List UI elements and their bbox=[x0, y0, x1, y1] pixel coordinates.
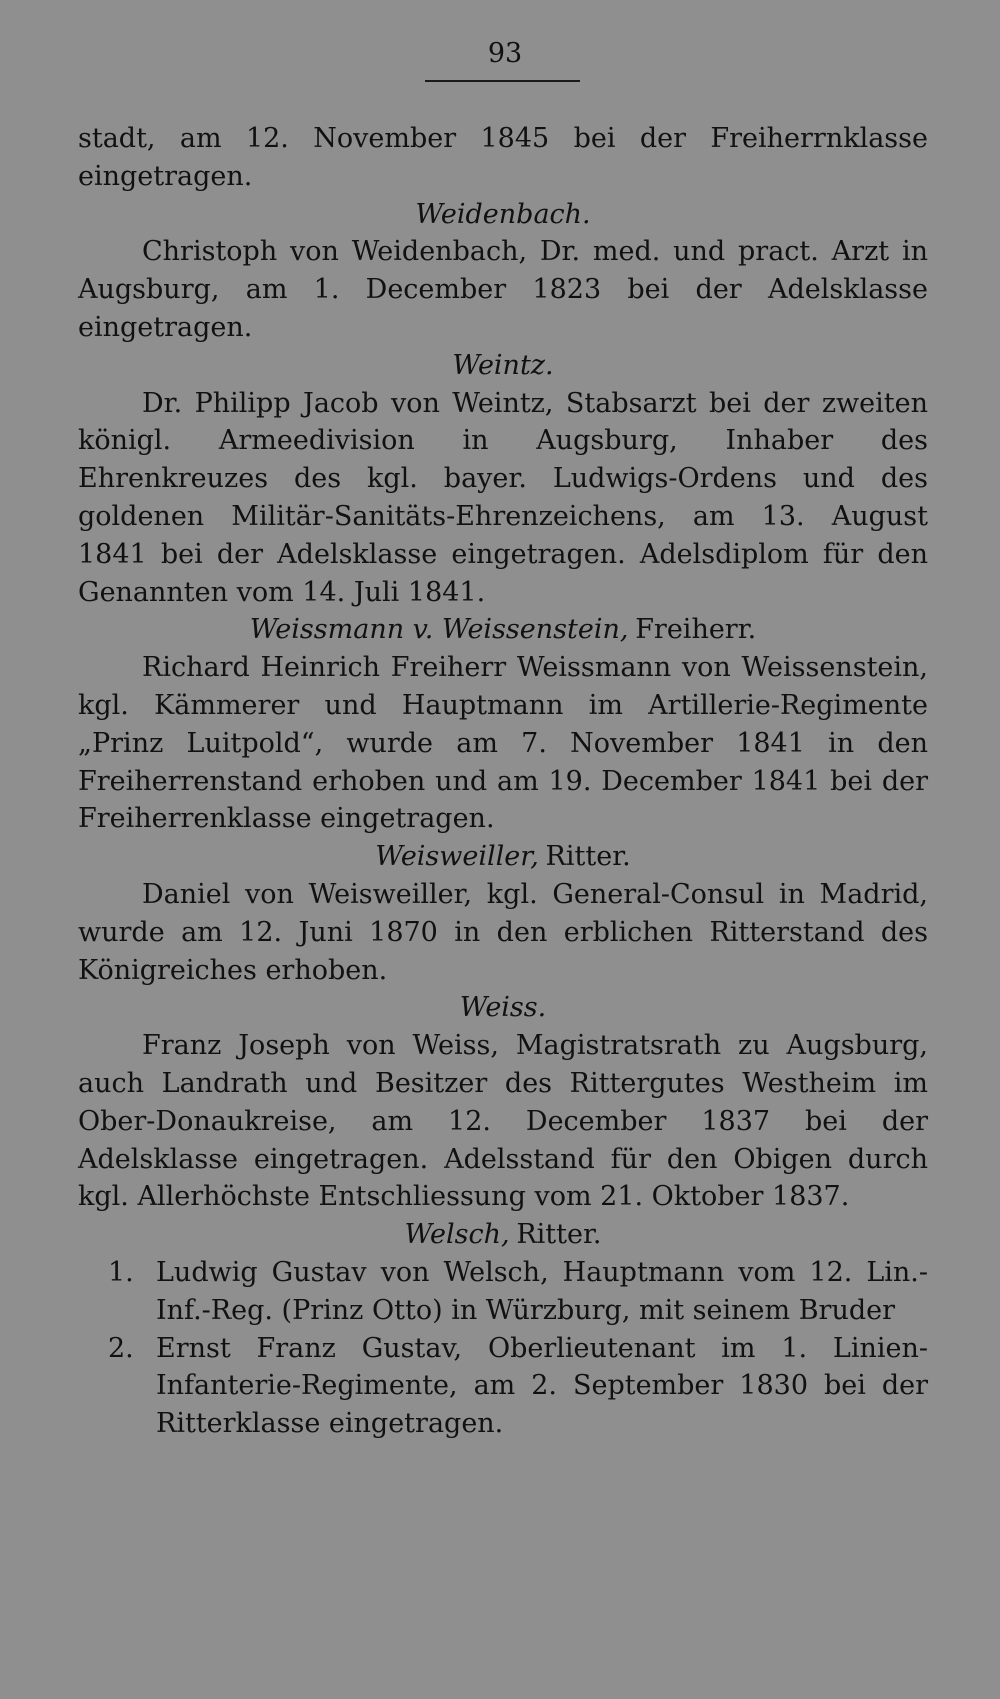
entry-name: Welsch, bbox=[404, 1219, 510, 1251]
entry-text-weisweiller: Daniel von Weisweiller, kgl. General-Consul in Madrid, wurde am 12. Juni 1870 in den erblichen Ritterstand des Königreiches erhoben. bbox=[78, 878, 928, 986]
page-number: 93 bbox=[487, 38, 523, 69]
numbered-item bbox=[78, 1254, 928, 1330]
item-text: Ludwig Gustav von Welsch, Hauptmann vom 12. Lin.-Inf.-Reg. (Prinz Otto) in Würzburg, mit seinem Bruder bbox=[156, 1256, 928, 1326]
entry-name: Weiss. bbox=[459, 992, 547, 1024]
entry-text-weiss: Franz Joseph von Weiss, Magistratsrath zu Augsburg, auch Landrath und Besitzer des Rittergutes Westheim im Ober-Donaukreise, am 12. December 1837 bei der Adelsklasse eingetragen. Adelsstand für den Obigen durch kgl. Allerhöchste Entschliessung vom 21. Oktober 1837. bbox=[78, 1030, 928, 1213]
item-number: 1. bbox=[108, 1256, 134, 1288]
entry-name: Weisweiller, bbox=[375, 841, 539, 873]
page-body bbox=[78, 120, 928, 1443]
entry-heading-weisweiller bbox=[78, 838, 928, 876]
page-number-rule bbox=[425, 80, 580, 82]
entry-heading-weiss bbox=[78, 989, 928, 1027]
entry-name: Weidenbach. bbox=[415, 198, 591, 230]
continuation-paragraph: stadt, am 12. November 1845 bei der Freiherrnklasse eingetragen. bbox=[78, 123, 928, 192]
entry-title: Ritter. bbox=[545, 841, 631, 873]
entry-name: Weissmann v. Weissenstein, bbox=[249, 614, 629, 646]
entry-heading-welsch bbox=[78, 1216, 928, 1254]
entry-text-weidenbach: Christoph von Weidenbach, Dr. med. und pract. Arzt in Augsburg, am 1. December 1823 bei der Adelsklasse eingetragen. bbox=[78, 236, 928, 343]
entry-text-weintz: Dr. Philipp Jacob von Weintz, Stabsarzt bei der zweiten königl. Armeedivision in Augsburg, Inhaber des Ehrenkreuzes des kgl. bayer. Ludwigs-Ordens und des goldenen Militär-Sanitäts-Ehrenzeichens, am 13. August 1841 bei der Adelsklasse eingetragen. Adelsdiplom für den Genannten vom 14. Juli 1841. bbox=[78, 387, 928, 608]
numbered-item bbox=[78, 1330, 928, 1443]
entry-heading-weissmann bbox=[78, 611, 928, 649]
entry-name: Weintz. bbox=[452, 349, 554, 381]
entry-heading-weintz bbox=[78, 347, 928, 385]
entry-heading-weidenbach bbox=[78, 196, 928, 234]
entry-title: Ritter. bbox=[516, 1219, 602, 1251]
entry-title: Freiherr. bbox=[635, 614, 757, 646]
item-number: 2. bbox=[108, 1332, 134, 1364]
item-text: Ernst Franz Gustav, Oberlieutenant im 1. Linien-Infanterie-Regimente, am 2. September 1830 bei der Ritterklasse eingetragen. bbox=[156, 1332, 928, 1440]
entry-text-weissmann: Richard Heinrich Freiherr Weissmann von Weissenstein, kgl. Kämmerer und Hauptmann im Artillerie-Regimente „Prinz Luitpold“, wurde am 7. November 1841 in den Freiherrenstand erhoben und am 19. December 1841 bei der Freiherrenklasse eingetragen. bbox=[78, 652, 928, 835]
